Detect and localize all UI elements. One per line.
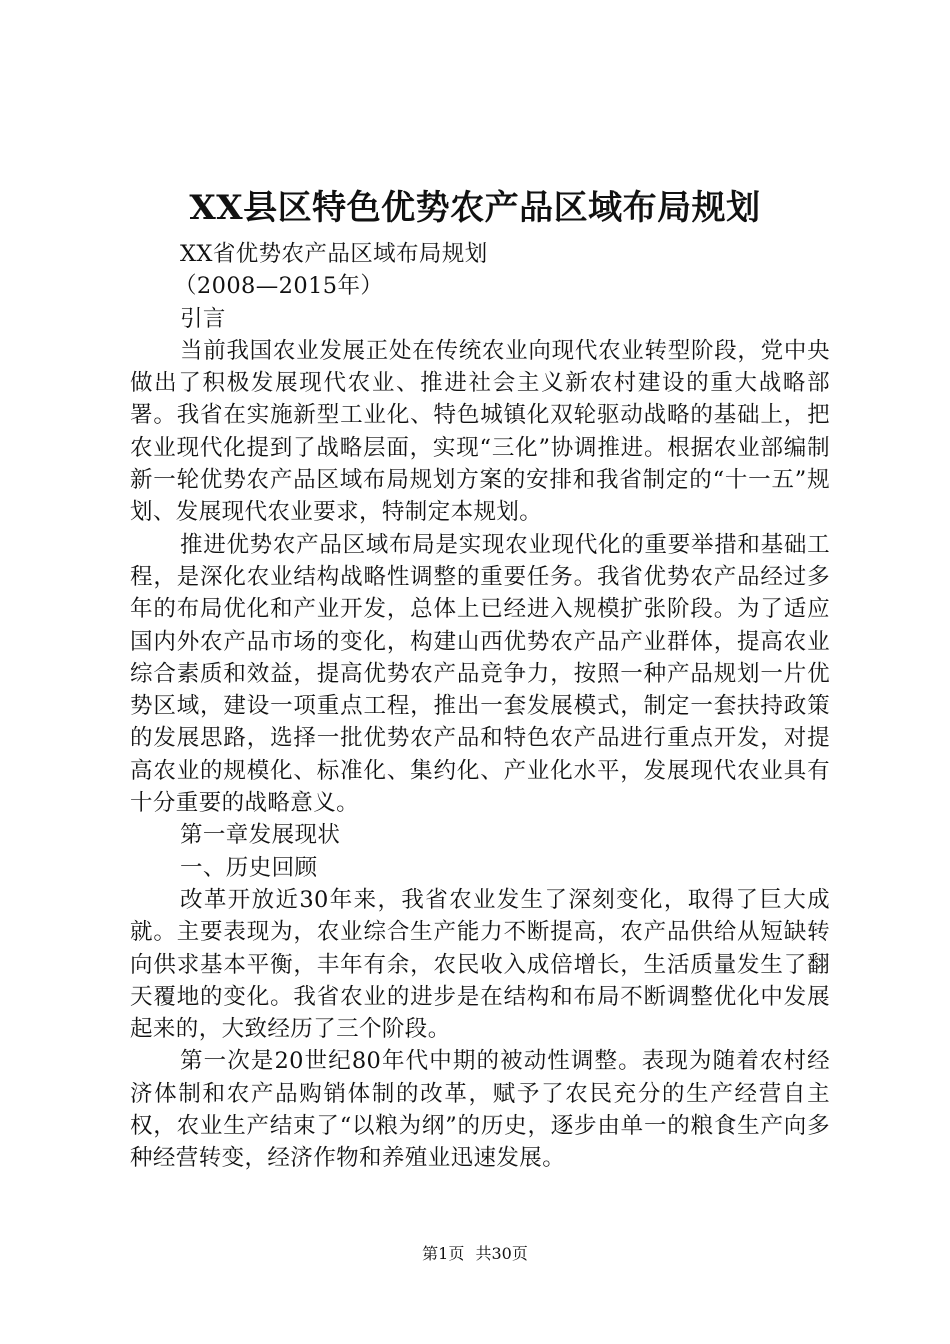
page-footer	[0, 1242, 950, 1266]
date-range-line: （2008—2015年）	[174, 273, 384, 300]
page-number: 第1页	[422, 1244, 465, 1263]
document-title: XX县区特色优势农产品区域布局规划	[189, 188, 761, 228]
page-total: 共30页	[475, 1244, 528, 1263]
paragraph: 改革开放近30年来，我省农业发生了深刻变化，取得了巨大成就。主要表现为，农业综合生产能力不断提高，农产品供给从短缺转向供求基本平衡，丰年有余，农民收入成倍增长，生活质量发生了翻天覆地的变化。我省农业的进步是在结构和布局不断调整优化中发展起来的，大致经历了三个阶段。	[130, 886, 830, 1043]
document-body	[130, 238, 830, 1175]
paragraph: 当前我国农业发展正处在传统农业向现代农业转型阶段，党中央做出了积极发展现代农业、推进社会主义新农村建设的重大战略部署。我省在实施新型工业化、特色城镇化双轮驱动战略的基础上，把农业现代化提到了战略层面，实现“三化”协调推进。根据农业部编制新一轮优势农产品区域布局规划方案的安排和我省制定的“十一五”规划、发展现代农业要求，特制定本规划。	[130, 337, 830, 526]
paragraph: 推进优势农产品区域布局是实现农业现代化的重要举措和基础工程，是深化农业结构战略性调整的重要任务。我省优势农产品经过多年的布局优化和产业开发，总体上已经进入规模扩张阶段。为了适应国内外农产品市场的变化，构建山西优势农产品产业群体，提高农业综合素质和效益，提高优势农产品竞争力，按照一种产品规划一片优势区域，建设一项重点工程，推出一套发展模式，制定一套扶持政策的发展思路，选择一批优势农产品和特色农产品进行重点开发，对提高农业的规模化、标准化、集约化、产业化水平，发展现代农业具有十分重要的战略意义。	[130, 531, 830, 817]
chapter-heading: 第一章发展现状	[180, 822, 341, 849]
paragraph: 第一次是20世纪80年代中期的被动性调整。表现为随着农村经济体制和农产品购销体制的改革，赋予了农民充分的生产经营自主权，农业生产结束了“以粮为纲”的历史，逐步由单一的粮食生产向多种经营转变，经济作物和养殖业迅速发展。	[130, 1048, 830, 1172]
section-heading: 一、历史回顾	[180, 854, 318, 881]
section-heading-intro: 引言	[180, 305, 226, 332]
subtitle-line: XX省优势农产品区域布局规划	[180, 241, 488, 267]
